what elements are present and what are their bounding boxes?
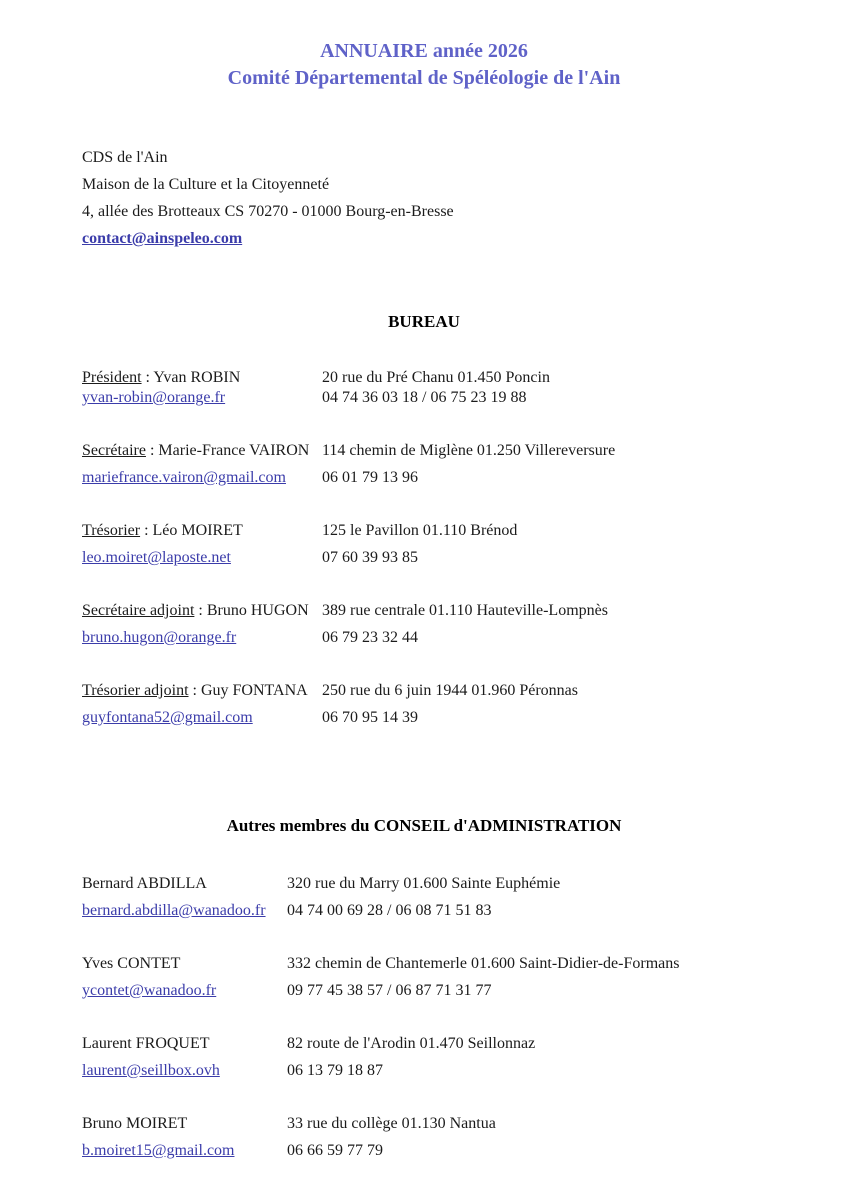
member-email-link[interactable]: ycontet@wanadoo.fr (82, 982, 217, 999)
role-separator: : (188, 682, 201, 699)
member-address: 250 rue du 6 juin 1944 01.960 Péronnas (322, 682, 578, 699)
role-separator: : (141, 369, 154, 386)
organization-building: Maison de la Culture et la Citoyenneté (82, 176, 330, 193)
member-address: 332 chemin de Chantemerle 01.600 Saint-Didier-de-Formans (287, 955, 680, 972)
member-role: Secrétaire adjoint (82, 602, 195, 619)
organization-address: 4, allée des Brotteaux CS 70270 - 01000 Bourg-en-Bresse (82, 203, 454, 220)
member-name: Bernard ABDILLA (82, 875, 207, 892)
member-email-link[interactable]: yvan-robin@orange.fr (82, 389, 226, 406)
bureau-entry-tresorier-adjoint (82, 681, 808, 728)
member-role: Président (82, 369, 142, 386)
member-address: 125 le Pavillon 01.110 Brénod (322, 522, 518, 539)
member-role: Trésorier adjoint (82, 682, 189, 699)
member-role-name (82, 521, 322, 541)
member-phone: 06 13 79 18 87 (287, 1062, 383, 1079)
member-name: Bruno HUGON (206, 602, 309, 619)
bureau-entry-secretaire (82, 441, 808, 488)
member-phone: 06 70 95 14 39 (322, 709, 418, 726)
member-address: 389 rue centrale 01.110 Hauteville-Lompnès (322, 602, 608, 619)
council-entry (82, 954, 808, 1001)
member-phone: 06 79 23 32 44 (322, 629, 418, 646)
member-address: 20 rue du Pré Chanu 01.450 Poncin (322, 369, 550, 386)
bureau-entry-president (82, 368, 808, 408)
council-entry (82, 874, 808, 921)
member-name: Laurent FROQUET (82, 1035, 210, 1052)
role-separator: : (194, 602, 207, 619)
member-email-link[interactable]: b.moiret15@gmail.com (82, 1142, 235, 1159)
member-address: 82 route de l'Arodin 01.470 Seillonnaz (287, 1035, 536, 1052)
member-address: 114 chemin de Miglène 01.250 Villereversure (322, 442, 616, 459)
member-name: Yvan ROBIN (153, 369, 241, 386)
member-role-name (82, 601, 322, 621)
council-entry (82, 1034, 808, 1081)
organization-block (82, 144, 848, 252)
role-separator: : (145, 442, 159, 459)
member-name: Bruno MOIRET (82, 1115, 188, 1132)
council-entry (82, 1114, 808, 1161)
member-phone: 07 60 39 93 85 (322, 549, 418, 566)
member-phone: 09 77 45 38 57 / 06 87 71 31 77 (287, 982, 492, 999)
bureau-entry-tresorier (82, 521, 808, 568)
member-phone: 04 74 00 69 28 / 06 08 71 51 83 (287, 902, 492, 919)
member-phone: 06 01 79 13 96 (322, 469, 418, 486)
title-line-1: ANNUAIRE année 2026 (320, 40, 528, 62)
bureau-heading: BUREAU (388, 312, 460, 331)
member-role: Trésorier (82, 522, 141, 539)
page-title (0, 0, 848, 92)
member-name: Yves CONTET (82, 955, 181, 972)
member-address: 320 rue du Marry 01.600 Sainte Euphémie (287, 875, 561, 892)
organization-email-link[interactable]: contact@ainspeleo.com (82, 230, 243, 247)
member-email-link[interactable]: leo.moiret@laposte.net (82, 549, 231, 566)
bureau-entry-secretaire-adjoint (82, 601, 808, 648)
member-email-link[interactable]: bruno.hugon@orange.fr (82, 629, 237, 646)
member-email-link[interactable]: bernard.abdilla@wanadoo.fr (82, 902, 266, 919)
member-role-name (82, 368, 322, 388)
council-heading: Autres membres du CONSEIL d'ADMINISTRATION (226, 816, 622, 835)
member-name: Marie-France VAIRON (158, 442, 310, 459)
member-email-link[interactable]: guyfontana52@gmail.com (82, 709, 253, 726)
member-address: 33 rue du collège 01.130 Nantua (287, 1115, 496, 1132)
member-email-link[interactable]: mariefrance.vairon@gmail.com (82, 469, 286, 486)
bureau-entries (82, 368, 808, 728)
member-name: Guy FONTANA (200, 682, 308, 699)
member-role-name (82, 681, 322, 701)
title-line-2: Comité Départemental de Spéléologie de l'Ain (227, 67, 621, 89)
member-role: Secrétaire (82, 442, 146, 459)
organization-name: CDS de l'Ain (82, 149, 168, 166)
role-separator: : (140, 522, 153, 539)
member-phone: 04 74 36 03 18 / 06 75 23 19 88 (322, 389, 527, 406)
member-role-name (82, 441, 322, 461)
council-entries (82, 874, 808, 1161)
member-email-link[interactable]: laurent@seillbox.ovh (82, 1062, 220, 1079)
member-name: Léo MOIRET (152, 522, 243, 539)
member-phone: 06 66 59 77 79 (287, 1142, 383, 1159)
